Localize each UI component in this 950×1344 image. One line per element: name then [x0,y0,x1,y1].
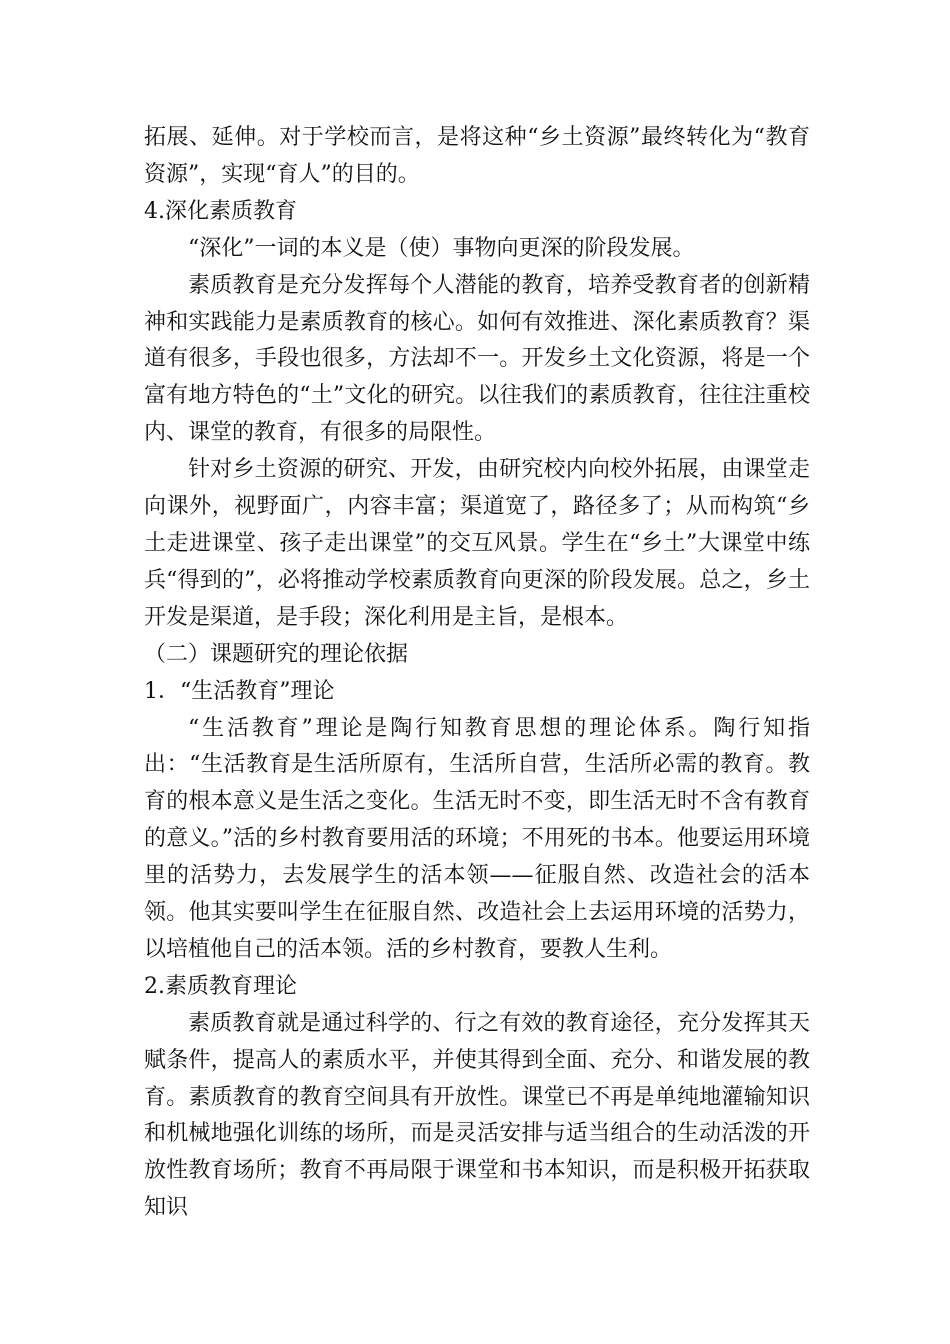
document-body [144,120,810,1227]
heading-deepen-quality-education: 4.深化素质教育 [144,198,297,224]
heading-theoretical-basis: （二）课题研究的理论依据 [144,641,409,667]
heading-quality-education-theory: 2.素质教育理论 [144,973,297,999]
paragraph-life-education: “生活教育”理论是陶行知教育思想的理论体系。陶行知指出：“生活教育是生活所原有，生活所自营，生活所必需的教育。教育的根本意义是生活之变化。生活无时不变，即生活无时不含有教育的意义。”活的乡村教育要用活的环境；不用死的书本。他要运用环境里的活势力，去发展学生的活本领——征服自然、改造社会的活本领。他其实要叫学生在征服自然、改造社会上去运用环境的活势力，以培植他自己的活本领。活的乡村教育，要教人生利。 [144,715,810,962]
paragraph-quality-education-core: 素质教育是充分发挥每个人潜能的教育，培养受教育者的创新精神和实践能力是素质教育的核心。如何有效推进、深化素质教育？渠道有很多，手段也很多，方法却不一。开发乡土文化资源，将是一个富有地方特色的“土”文化的研究。以往我们的素质教育，往往注重校内、课堂的教育，有很多的局限性。 [144,272,810,446]
paragraph-local-resources: 针对乡土资源的研究、开发，由研究校内向校外拓展，由课堂走向课外，视野面广，内容丰富；渠道宽了，路径多了；从而构筑“乡土走进课堂、孩子走出课堂”的交互风景。学生在“乡土”大课堂中练兵“得到的”，必将推动学校素质教育向更深的阶段发展。总之，乡土开发是渠道，是手段；深化利用是主旨，是根本。 [144,457,810,630]
heading-life-education-theory: 1．“生活教育”理论 [144,678,335,704]
paragraph-quality-education-theory: 素质教育就是通过科学的、行之有效的教育途径，充分发挥其天赋条件，提高人的素质水平，并使其得到全面、充分、和谐发展的教育。素质教育的教育空间具有开放性。课堂已不再是单纯地灌输知识和机械地强化训练的场所，而是灵活安排与适当组合的生动活泼的开放性教育场所；教育不再局限于课堂和书本知识，而是积极开拓获取知识 [144,1010,810,1221]
paragraph-deepen-definition: “深化”一词的本义是（使）事物向更深的阶段发展。 [188,235,695,261]
paragraph-continuation: 拓展、延伸。对于学校而言，是将这种“乡土资源”最终转化为“教育资源”，实现“育人”的目的。 [144,125,810,187]
